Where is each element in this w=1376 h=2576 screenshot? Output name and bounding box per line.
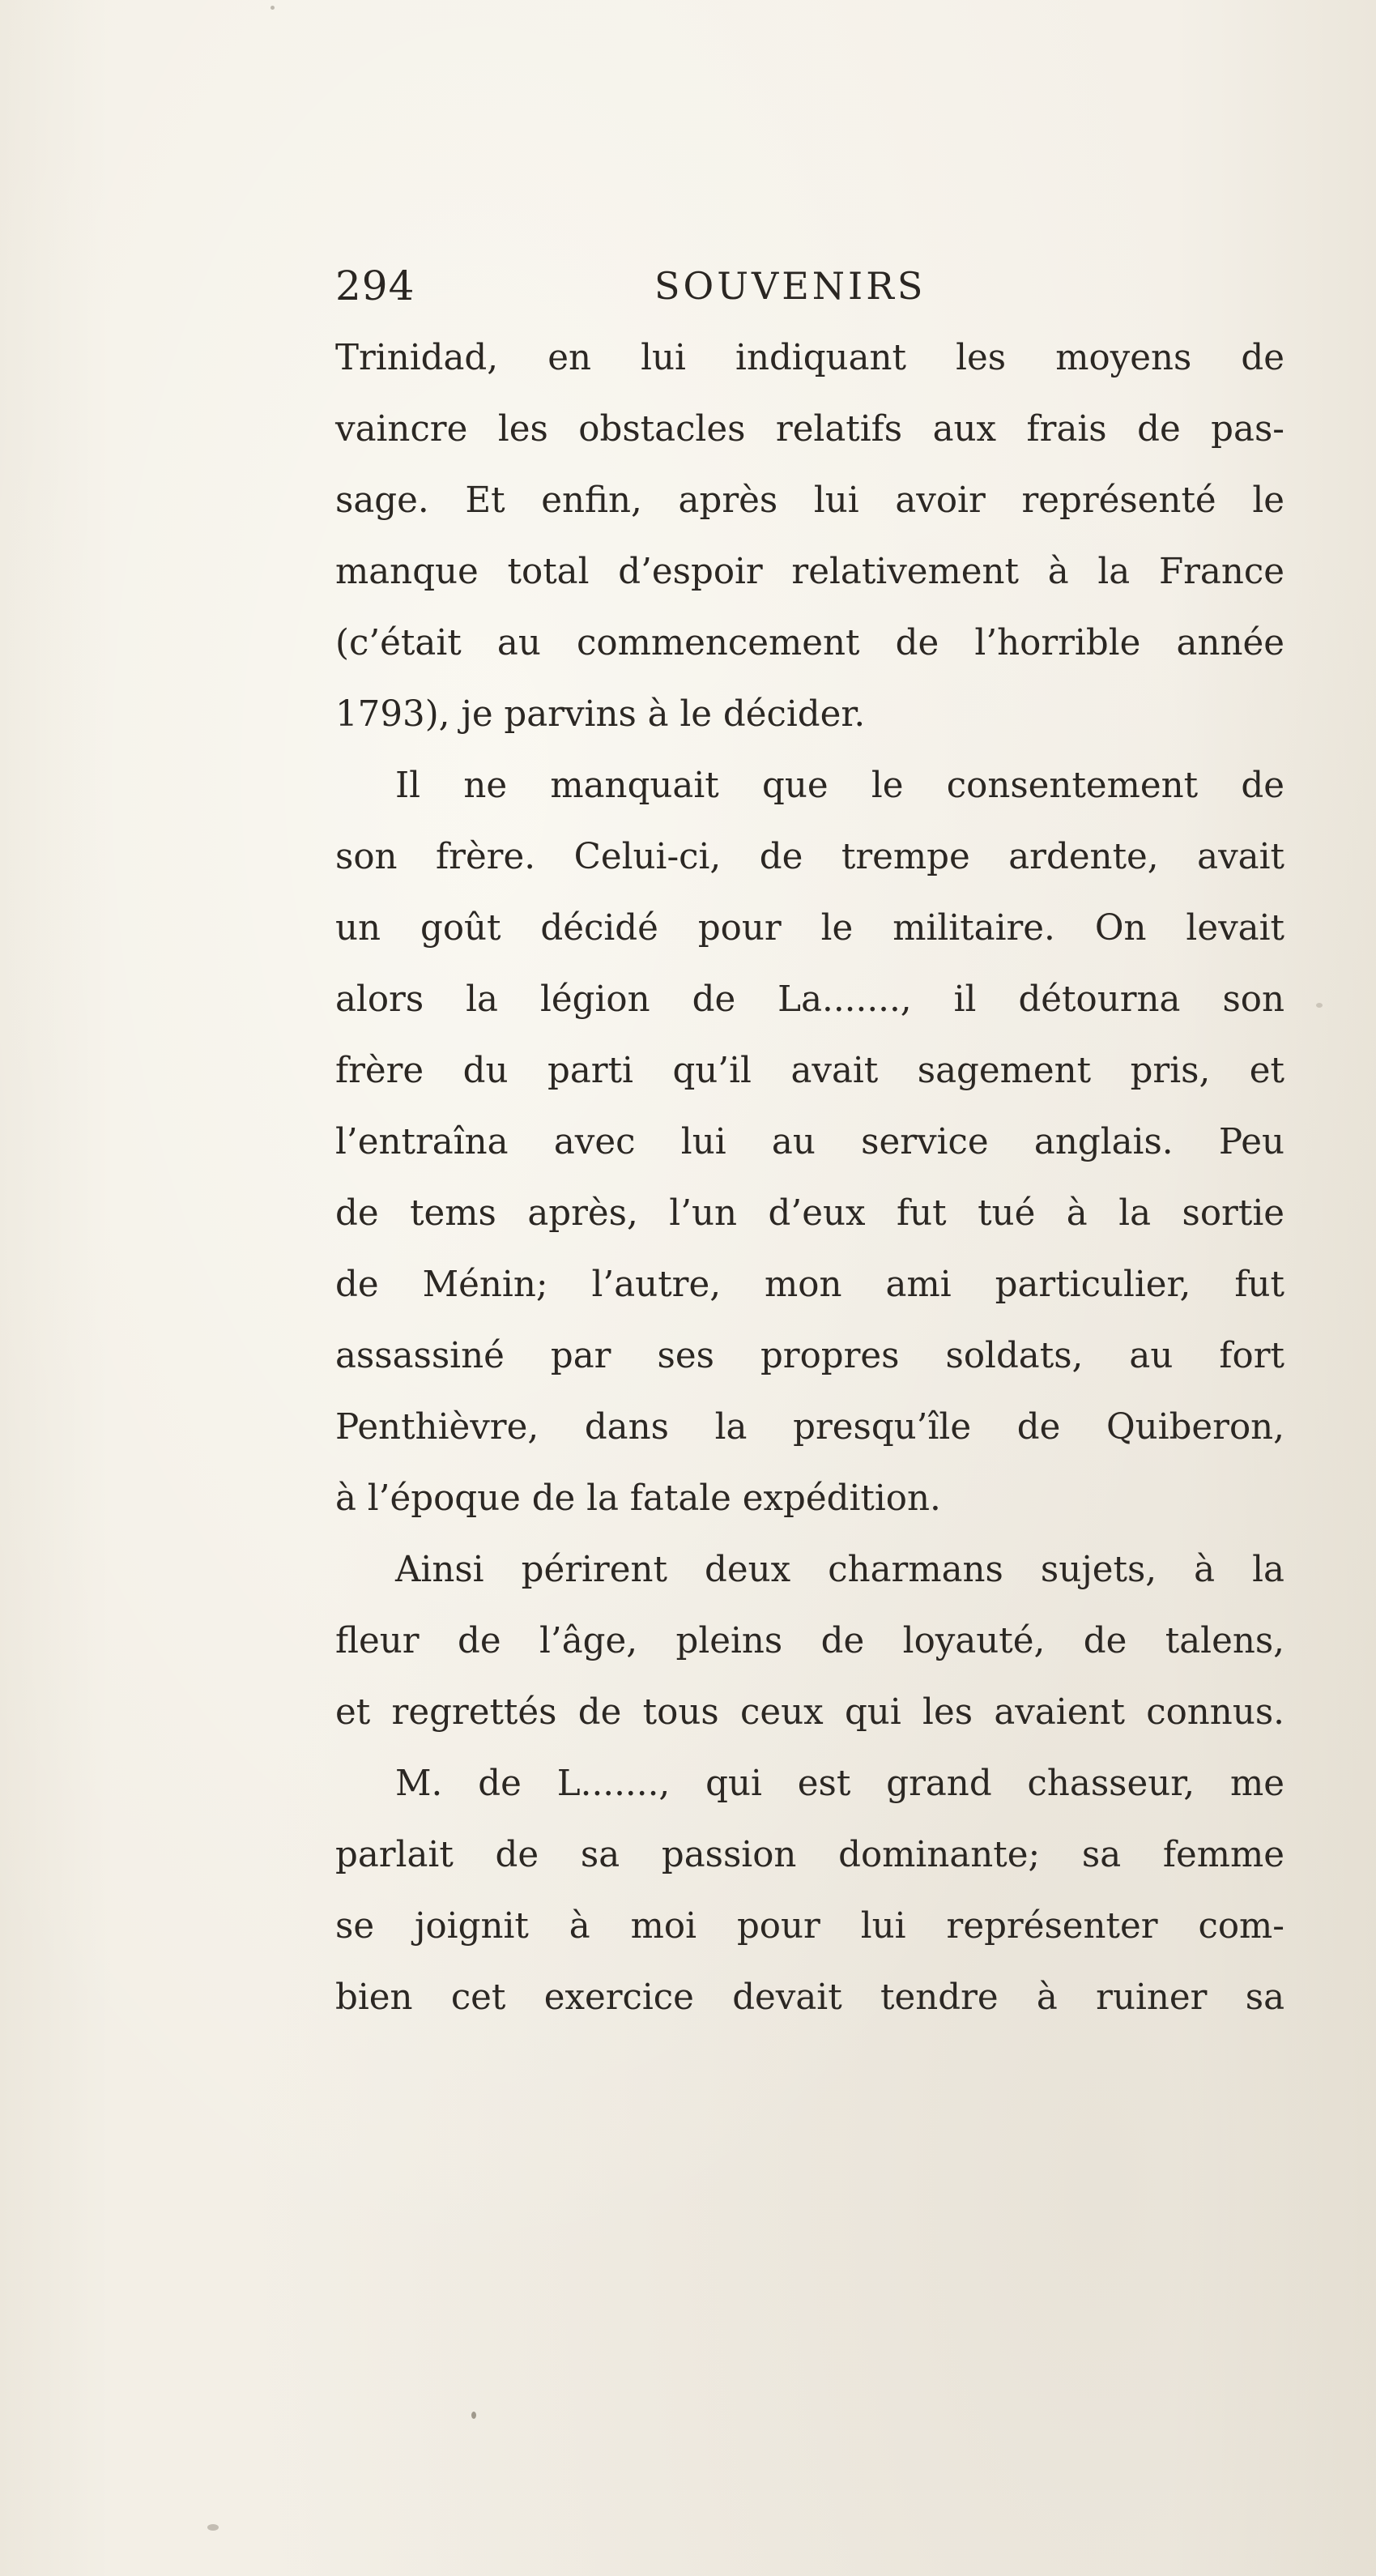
- text-line: et regrettés de tous ceux qui les avaient connus.: [335, 1692, 1284, 1733]
- text-line: bien cet exercice devait tendre à ruiner sa: [335, 1977, 1284, 2018]
- text-line: Penthièvre, dans la presqu’île de Quiberon,: [335, 1407, 1284, 1448]
- text-line: se joignit à moi pour lui représenter com-: [335, 1906, 1284, 1947]
- text-line: assassiné par ses propres soldats, au fort: [335, 1336, 1284, 1376]
- text-line: de Ménin; l’autre, mon ami particulier, fut: [335, 1265, 1284, 1305]
- text-line: de tems après, l’un d’eux fut tué à la sortie: [335, 1193, 1284, 1234]
- paragraph-start-line: Il ne manquait que le consentement de: [395, 766, 1284, 806]
- paper-spot: [471, 2412, 476, 2419]
- text-line: l’entraîna avec lui au service anglais. Peu: [335, 1122, 1284, 1162]
- text-line: son frère. Celui-ci, de trempe ardente, avait: [335, 837, 1284, 877]
- text-line: un goût décidé pour le militaire. On levait: [335, 908, 1284, 949]
- text-line: frère du parti qu’il avait sagement pris, et: [335, 1051, 1284, 1091]
- text-line: manque total d’espoir relativement à la France: [335, 552, 1284, 592]
- text-line: à l’époque de la fatale expédition.: [335, 1478, 941, 1519]
- paragraph-start-line: M. de L......., qui est grand chasseur, me: [395, 1764, 1284, 1804]
- text-line: (c’était au commencement de l’horrible année: [335, 623, 1284, 663]
- text-line: 1793), je parvins à le décider.: [335, 694, 866, 735]
- body-text: [335, 322, 1284, 2033]
- paragraph-start-line: Ainsi périrent deux charmans sujets, à la: [395, 1550, 1284, 1590]
- paper-spot: [271, 6, 275, 10]
- text-line: parlait de sa passion dominante; sa femme: [335, 1835, 1284, 1875]
- paper-spot: [207, 2524, 219, 2531]
- text-line: Trinidad, en lui indiquant les moyens de: [335, 338, 1284, 378]
- text-line: alors la légion de La......., il détourna son: [335, 979, 1284, 1020]
- page-header: [332, 258, 964, 322]
- text-line: sage. Et enfin, après lui avoir représenté le: [335, 480, 1284, 521]
- paper-spot: [1316, 1003, 1323, 1008]
- page-number: 294: [335, 262, 415, 309]
- running-head: SOUVENIRS: [654, 264, 927, 308]
- text-line: fleur de l’âge, pleins de loyauté, de talens,: [335, 1621, 1284, 1661]
- text-line: vaincre les obstacles relatifs aux frais de pas-: [335, 409, 1284, 450]
